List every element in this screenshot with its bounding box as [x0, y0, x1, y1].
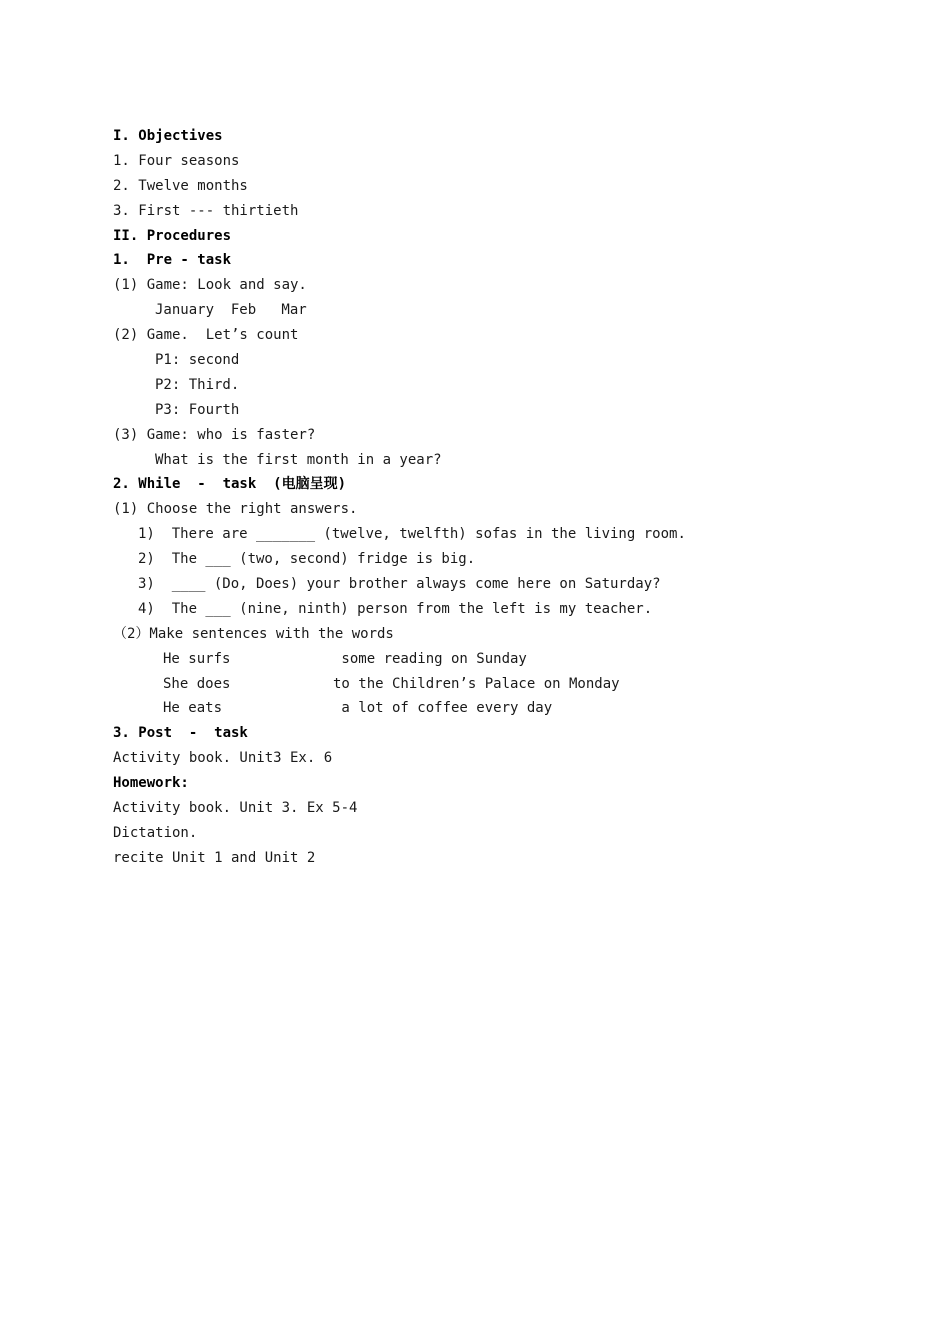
game1-label: (1) Game: Look and say. — [113, 277, 307, 294]
choose-label: (1) Choose the right answers. — [113, 501, 358, 518]
make-phrase: a lot of coffee every day — [333, 700, 553, 717]
homework-item: recite Unit 1 and Unit 2 — [113, 849, 316, 866]
make-phrase: to the Children’s Palace on Monday — [333, 675, 620, 692]
while-task-heading: 2. While - task (电脑呈现) — [113, 476, 347, 493]
make-subject: He surfs — [163, 650, 231, 667]
game2-label: (2) Game. Let’s count — [113, 327, 299, 344]
homework-heading: Homework: — [113, 775, 189, 792]
choose-item: 2) The ___ (two, second) fridge is big. — [138, 551, 476, 568]
game2-item: P1: second — [155, 352, 240, 369]
game2-item: P3: Fourth — [155, 401, 240, 418]
homework-item: Dictation. — [113, 824, 198, 841]
procedures-heading: II. Procedures — [113, 227, 232, 244]
make-subject: He eats — [163, 700, 223, 717]
choose-item: 1) There are _______ (twelve, twelfth) sofas in the living room. — [138, 526, 686, 543]
choose-item: 3) ____ (Do, Does) your brother always come here on Saturday? — [138, 576, 661, 593]
objective-item: 2. Twelve months — [113, 177, 248, 194]
make-row — [113, 672, 873, 697]
choose-item: 4) The ___ (nine, ninth) person from the left is my teacher. — [138, 600, 653, 617]
game2-item: P2: Third. — [155, 376, 240, 393]
make-subject: She does — [163, 675, 231, 692]
game1-words: January Feb Mar — [155, 302, 307, 319]
make-label: （2）Make sentences with the words — [113, 625, 394, 642]
make-row — [113, 647, 873, 672]
homework-item: Activity book. Unit 3. Ex 5-4 — [113, 800, 358, 817]
post-task-text: Activity book. Unit3 Ex. 6 — [113, 750, 333, 767]
lesson-plan — [113, 124, 873, 871]
objective-item: 3. First --- thirtieth — [113, 202, 299, 219]
make-phrase: some reading on Sunday — [333, 650, 527, 667]
objectives-heading: I. Objectives — [113, 128, 223, 144]
game3-question: What is the first month in a year? — [155, 451, 442, 468]
make-row — [113, 696, 873, 721]
game3-label: (3) Game: who is faster? — [113, 426, 316, 443]
objective-item: 1. Four seasons — [113, 152, 240, 169]
post-task-heading: 3. Post - task — [113, 725, 248, 742]
pre-task-heading: 1. Pre - task — [113, 252, 232, 269]
